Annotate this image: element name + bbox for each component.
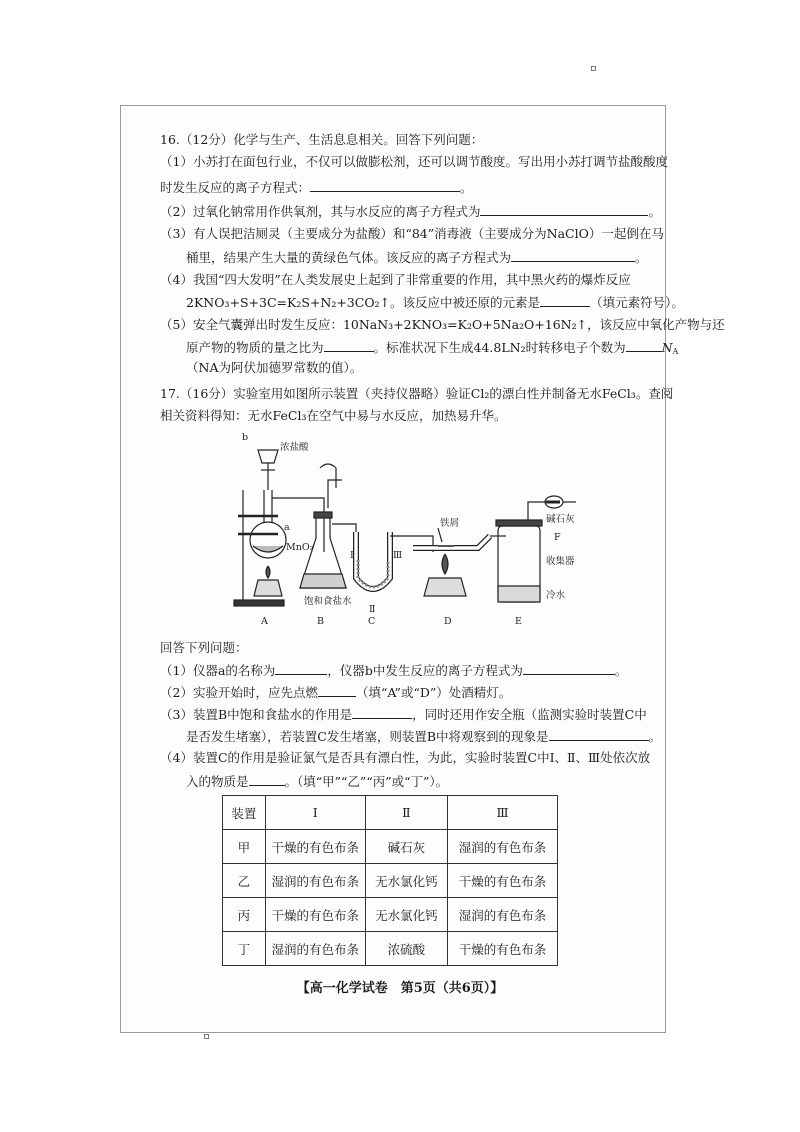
answer-blank[interactable] xyxy=(249,773,285,786)
q16-part1-end: 。 xyxy=(460,180,473,195)
q17-sub4-line1: （4）装置C的作用是验证氯气是否具有漂白性，为此，实验时装置C中Ⅰ、Ⅱ、Ⅲ处依次放 xyxy=(160,750,651,765)
table-cell: 碱石灰 xyxy=(365,830,447,864)
answer-blank[interactable] xyxy=(511,249,635,262)
page-footer: 【高一化学试卷 第5页（共6页）】 xyxy=(296,981,504,996)
q16-part5-line2 xyxy=(186,339,678,360)
q16-part2-end: 。 xyxy=(648,204,661,219)
label-A: A xyxy=(261,616,268,627)
table-cell: 湿润的有色布条 xyxy=(265,864,365,898)
q17-sub1-text: （1）仪器a的名称为 xyxy=(160,663,276,678)
q16-part5-text: 原产物的物质的量之比为 xyxy=(186,340,324,355)
scan-corner-mark-top xyxy=(591,66,596,71)
q16-part5-line1: （5）安全气囊弹出时发生反应：10NaN₃+2KNO₃=K₂O+5Na₂O+16N₂↑，该反应中氧化产物与还 xyxy=(160,317,725,332)
answer-blank[interactable] xyxy=(318,684,356,697)
answer-blank[interactable] xyxy=(352,706,412,719)
q17-answer-intro: 回答下列问题： xyxy=(160,640,248,655)
table-cell: 干燥的有色布条 xyxy=(448,864,558,898)
label-conc-hcl: 浓盐酸 xyxy=(280,442,309,453)
q16-title: 16.（12分）化学与生产、生活息息相关。回答下列问题： xyxy=(160,132,484,147)
table-row xyxy=(223,932,558,966)
label-a: a xyxy=(284,522,290,533)
q16-part3-text: 桶里，结果产生大量的黄绿色气体。该反应的离子方程式为 xyxy=(186,250,512,265)
table-cell: 干燥的有色布条 xyxy=(265,898,365,932)
q17-sub2-end: （填“A”或“D”）处酒精灯。 xyxy=(355,685,512,700)
avogadro-symbol: N xyxy=(661,340,673,355)
answer-blank[interactable] xyxy=(523,662,615,675)
answer-blank[interactable] xyxy=(324,339,374,352)
answer-blank[interactable] xyxy=(480,203,648,216)
answer-blank[interactable] xyxy=(310,179,460,192)
q17-sub2-text: （2）实验开始时，应先点燃 xyxy=(160,685,318,700)
answer-blank[interactable] xyxy=(626,339,662,352)
q17-sub3-line2 xyxy=(186,728,661,745)
table-cell: 湿润的有色布条 xyxy=(448,830,558,864)
q17-sub1-end: 。 xyxy=(614,663,628,678)
table-cell: 无水氯化钙 xyxy=(365,864,447,898)
q16-part3-line2 xyxy=(186,249,648,266)
q17-sub4-line2 xyxy=(186,773,448,790)
q16-part4-line2 xyxy=(186,294,684,311)
table-header-cell: Ⅱ xyxy=(365,796,447,830)
q17-sub4-text: 入的物质是 xyxy=(186,774,249,789)
label-B: B xyxy=(317,616,324,627)
table-cell: 丁 xyxy=(223,932,266,966)
table-row xyxy=(223,898,558,932)
q16-part5-text2: 。标准状况下生成44.8LN₂时转移电子个数为 xyxy=(373,340,626,355)
q17-sub1-text2: ，仪器b中发生反应的离子方程式为 xyxy=(327,663,523,678)
label-port-2: Ⅱ xyxy=(369,604,376,615)
q16-part1-text: 时发生反应的离子方程式： xyxy=(160,180,311,195)
q17-sub3-text2: ，同时还用作安全瓶（监测实验时装置C中 xyxy=(412,707,647,722)
table-cell: 干燥的有色布条 xyxy=(448,932,558,966)
table-cell: 干燥的有色布条 xyxy=(265,830,365,864)
table-cell: 乙 xyxy=(223,864,266,898)
q16-part2 xyxy=(160,203,661,220)
avogadro-subscript: A xyxy=(672,347,679,356)
label-mno2: MnO₂ xyxy=(286,542,314,553)
q17-title-line1: 17.（16分）实验室用如图所示装置（夹持仪器略）验证Cl₂的漂白性并制备无水FeCl₃。查阅 xyxy=(160,386,674,401)
label-F: F xyxy=(554,532,561,543)
q17-sub1 xyxy=(160,662,627,679)
table-header-cell: Ⅲ xyxy=(448,796,558,830)
label-D: D xyxy=(444,616,452,627)
q16-part3-end: 。 xyxy=(635,250,648,265)
scan-corner-mark-bottom xyxy=(204,1034,209,1039)
q16-part3-line1: （3）有人误把洁厕灵（主要成分为盐酸）和“84”消毒液（主要成分为NaClO）一起倒在马 xyxy=(160,226,664,241)
table-cell: 无水氯化钙 xyxy=(365,898,447,932)
answer-blank[interactable] xyxy=(275,662,327,675)
label-cold-water: 冷水 xyxy=(546,590,566,601)
q16-part5-line3: （NA为阿伏加德罗常数的值）。 xyxy=(186,360,363,375)
options-table xyxy=(222,795,558,966)
q17-sub2 xyxy=(160,684,511,701)
table-cell: 浓硫酸 xyxy=(365,932,447,966)
label-iron-wool: 铁屑 xyxy=(440,518,460,529)
table-row xyxy=(223,830,558,864)
table-header-cell: 装置 xyxy=(223,796,266,830)
q17-sub4-end: 。（填“甲”“乙”“丙”或“丁”）。 xyxy=(284,774,449,789)
q17-sub3-text3: 是否发生堵塞），若装置C发生堵塞，则装置B中将观察到的现象是 xyxy=(186,729,549,744)
q17-sub3-end: 。 xyxy=(648,729,662,744)
q16-part4-end: （填元素符号）。 xyxy=(590,295,684,310)
table-row xyxy=(223,864,558,898)
q16-part2-text: （2）过氧化钠常用作供氧剂，其与水反应的离子方程式为 xyxy=(160,204,481,219)
q17-sub3-text: （3）装置B中饱和食盐水的作用是 xyxy=(160,707,353,722)
apparatus-diagram xyxy=(228,428,600,628)
table-cell: 丙 xyxy=(223,898,266,932)
answer-blank[interactable] xyxy=(549,728,649,741)
q16-part4-text: 2KNO₃+S+3C=K₂S+N₂+3CO₂↑。该反应中被还原的元素是 xyxy=(186,295,541,310)
label-port-1: Ⅰ xyxy=(350,550,354,561)
label-port-3: Ⅲ xyxy=(393,550,403,561)
q16-part1-line2 xyxy=(160,179,473,196)
table-cell: 湿润的有色布条 xyxy=(448,898,558,932)
table-cell: 甲 xyxy=(223,830,266,864)
label-C: C xyxy=(368,616,376,627)
q16-part1-line1: （1）小苏打在面包行业，不仅可以做膨松剂，还可以调节酸度。写出用小苏打调节盐酸酸度 xyxy=(160,154,668,169)
label-b: b xyxy=(242,432,249,443)
table-header-cell: Ⅰ xyxy=(265,796,365,830)
table-header-row xyxy=(223,796,558,830)
label-E: E xyxy=(515,616,522,627)
q17-sub3-line1 xyxy=(160,706,647,723)
table-cell: 湿润的有色布条 xyxy=(265,932,365,966)
label-soda-lime: 碱石灰 xyxy=(546,514,575,525)
q17-title-line2: 相关资料得知：无水FeCl₃在空气中易与水反应，加热易升华。 xyxy=(160,408,507,423)
q16-part4-line1: （4）我国“四大发明”在人类发展史上起到了非常重要的作用，其中黑火药的爆炸反应 xyxy=(160,272,631,287)
answer-blank[interactable] xyxy=(540,294,590,307)
label-sat-nacl: 饱和食盐水 xyxy=(304,596,352,607)
label-collector: 收集器 xyxy=(546,556,575,567)
